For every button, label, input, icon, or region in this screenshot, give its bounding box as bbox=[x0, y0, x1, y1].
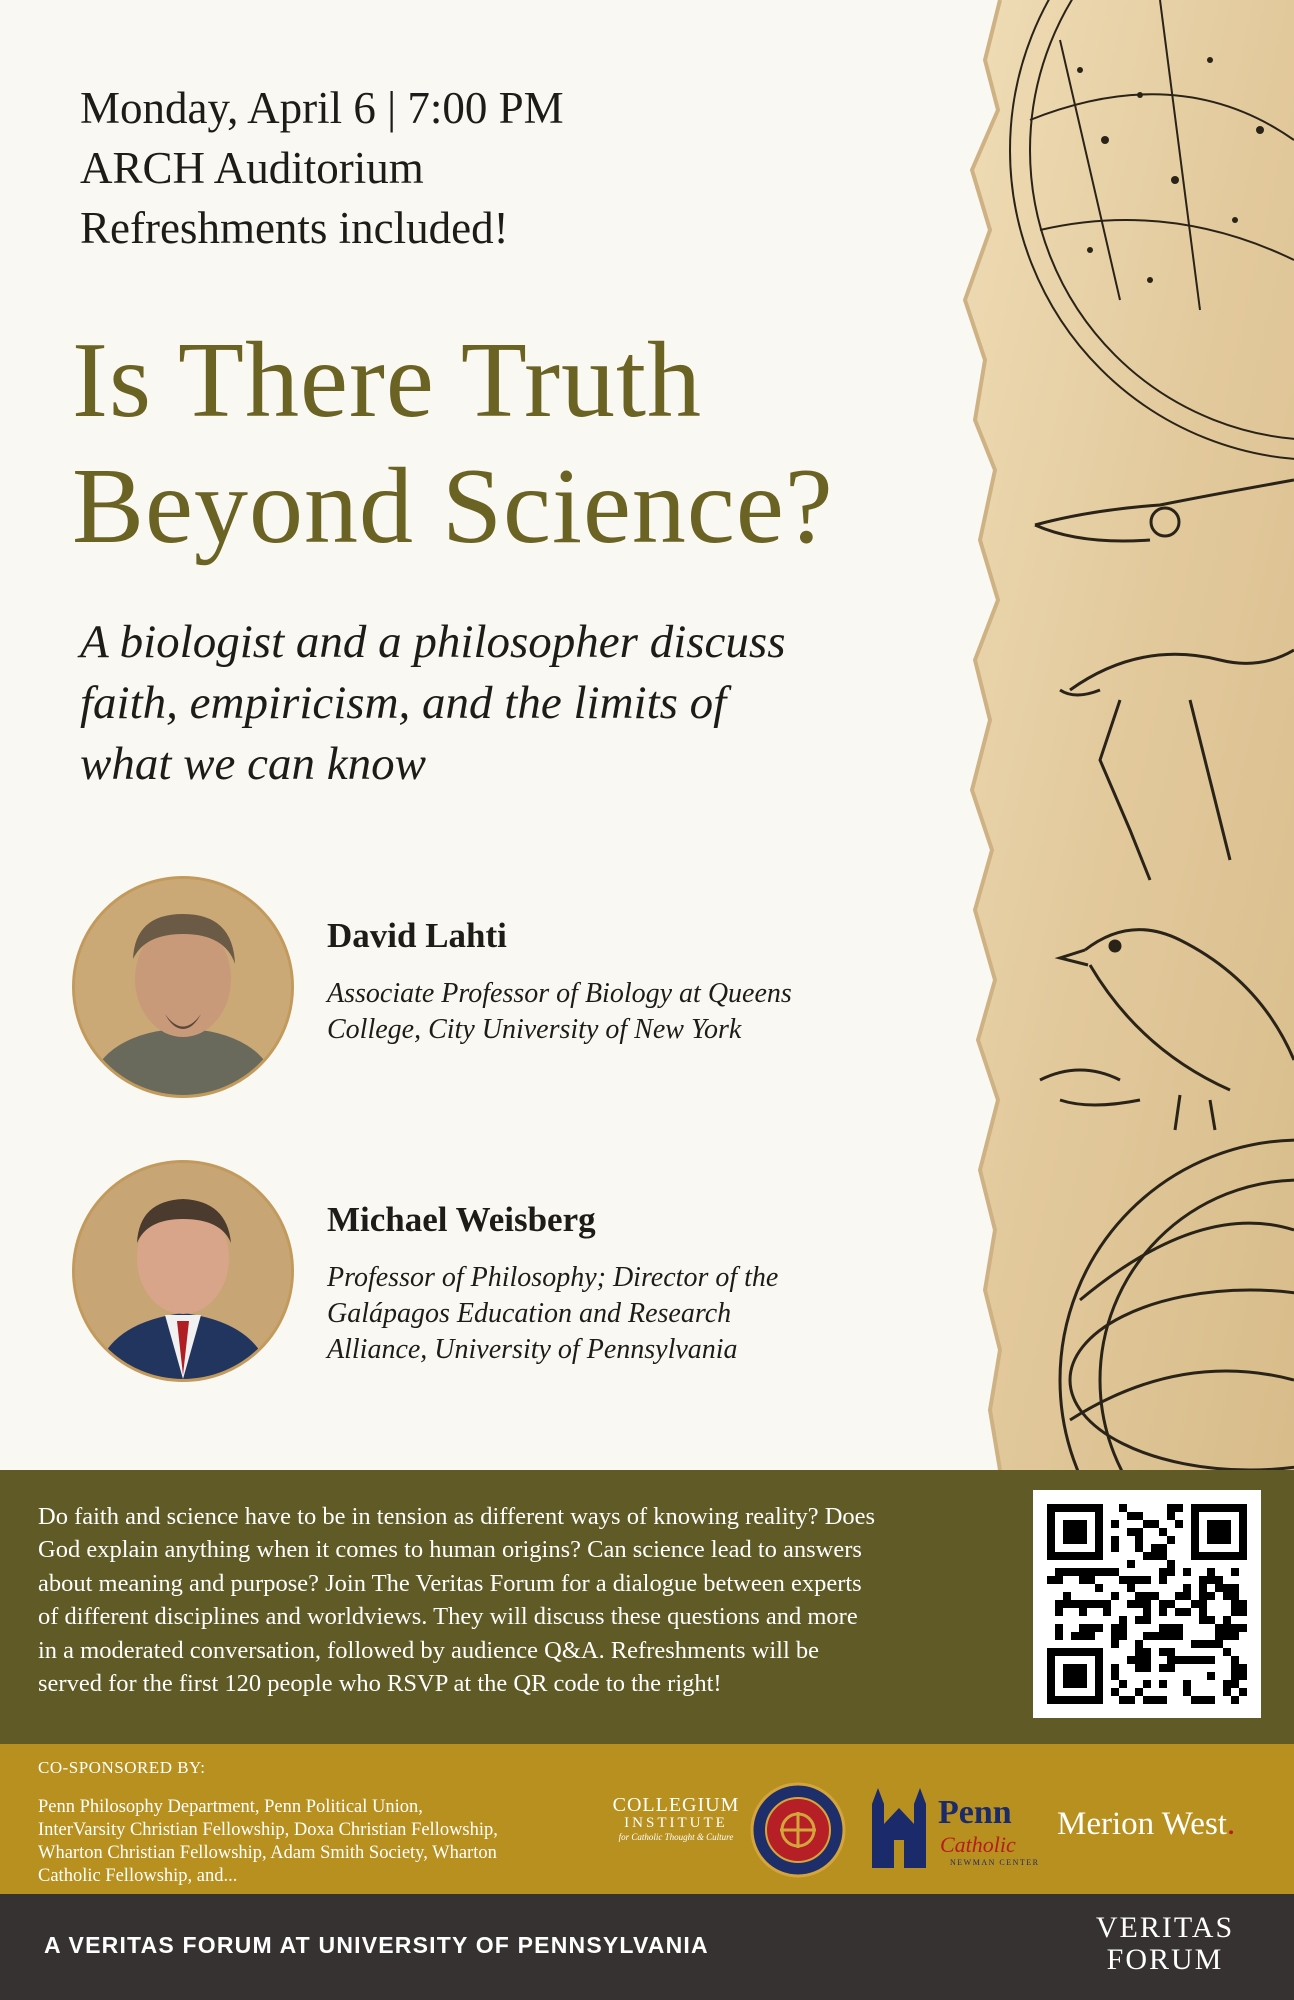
sponsor-line: Wharton Christian Fellowship, Adam Smith Society, Wharton bbox=[38, 1843, 497, 1863]
qr-module bbox=[1111, 1592, 1119, 1600]
event-refreshments: Refreshments included! bbox=[80, 203, 509, 253]
collegium-logo-line: COLLEGIUM bbox=[612, 1794, 740, 1816]
qr-module bbox=[1143, 1552, 1151, 1560]
sponsor-line: Penn Philosophy Department, Penn Political Union, bbox=[38, 1797, 423, 1817]
qr-module bbox=[1111, 1672, 1119, 1680]
qr-module bbox=[1087, 1576, 1095, 1584]
qr-module bbox=[1135, 1648, 1143, 1656]
qr-module bbox=[1143, 1664, 1151, 1672]
description-line: in a moderated conversation, followed by audience Q&A. Refreshments will be bbox=[38, 1636, 820, 1664]
qr-module bbox=[1143, 1680, 1151, 1688]
qr-module bbox=[1207, 1520, 1231, 1544]
qr-module bbox=[1167, 1560, 1175, 1568]
qr-module bbox=[1127, 1560, 1135, 1568]
speaker-role-line: Professor of Philosophy; Director of the bbox=[327, 1262, 779, 1293]
qr-module bbox=[1215, 1640, 1223, 1648]
qr-module bbox=[1159, 1648, 1167, 1656]
rsvp-qr-code[interactable] bbox=[1033, 1490, 1261, 1718]
qr-module bbox=[1183, 1592, 1191, 1600]
qr-module bbox=[1183, 1568, 1191, 1576]
qr-module bbox=[1191, 1600, 1199, 1608]
collegium-seal-icon bbox=[750, 1782, 846, 1878]
qr-module bbox=[1119, 1624, 1127, 1632]
qr-module bbox=[1223, 1688, 1231, 1696]
qr-module bbox=[1223, 1584, 1231, 1592]
qr-module bbox=[1191, 1656, 1199, 1664]
qr-module bbox=[1071, 1600, 1079, 1608]
subtitle-line-3: what we can know bbox=[80, 738, 426, 790]
qr-module bbox=[1175, 1520, 1183, 1528]
description-line: of different disciplines and worldviews. They will discuss these questions and more bbox=[38, 1603, 858, 1631]
speaker-role-line: Alliance, University of Pennsylvania bbox=[327, 1334, 738, 1365]
qr-module bbox=[1135, 1592, 1143, 1600]
qr-module bbox=[1207, 1696, 1215, 1704]
qr-module bbox=[1143, 1656, 1151, 1664]
qr-module bbox=[1119, 1696, 1127, 1704]
qr-module bbox=[1119, 1632, 1127, 1640]
qr-module bbox=[1199, 1576, 1207, 1584]
qr-module bbox=[1055, 1608, 1063, 1616]
qr-module bbox=[1111, 1688, 1119, 1696]
qr-module bbox=[1055, 1624, 1063, 1632]
qr-module bbox=[1087, 1600, 1095, 1608]
qr-module bbox=[1239, 1624, 1247, 1632]
qr-module bbox=[1175, 1592, 1183, 1600]
qr-module bbox=[1055, 1632, 1063, 1640]
qr-module bbox=[1143, 1592, 1151, 1600]
qr-module bbox=[1207, 1672, 1215, 1680]
qr-module bbox=[1167, 1624, 1175, 1632]
sponsor-band bbox=[0, 1744, 1294, 1894]
qr-module bbox=[1055, 1600, 1063, 1608]
qr-module bbox=[1135, 1600, 1143, 1608]
qr-module bbox=[1063, 1664, 1087, 1688]
cosponsor-heading: CO-SPONSORED BY: bbox=[38, 1758, 206, 1777]
event-location: ARCH Auditorium bbox=[80, 143, 424, 193]
speaker-name: Michael Weisberg bbox=[327, 1200, 596, 1239]
qr-module bbox=[1207, 1576, 1215, 1584]
qr-module bbox=[1103, 1568, 1111, 1576]
merion-west-logo bbox=[1057, 1806, 1235, 1843]
qr-module bbox=[1079, 1624, 1087, 1632]
collegium-logo-line: for Catholic Thought & Culture bbox=[618, 1832, 734, 1842]
subtitle-line-1: A biologist and a philosopher discuss bbox=[80, 616, 786, 668]
qr-module bbox=[1127, 1600, 1135, 1608]
qr-module bbox=[1167, 1648, 1175, 1656]
qr-module bbox=[1191, 1696, 1199, 1704]
qr-module bbox=[1159, 1680, 1167, 1688]
qr-module bbox=[1135, 1616, 1143, 1624]
qr-module bbox=[1167, 1600, 1175, 1608]
qr-module bbox=[1159, 1632, 1167, 1640]
merion-west-dot: . bbox=[1226, 1806, 1236, 1842]
qr-module bbox=[1159, 1608, 1167, 1616]
qr-module bbox=[1231, 1568, 1239, 1576]
footer bbox=[0, 1894, 1294, 2000]
qr-module bbox=[1199, 1600, 1207, 1608]
qr-module bbox=[1207, 1616, 1215, 1624]
qr-module bbox=[1215, 1624, 1223, 1632]
qr-module bbox=[1199, 1656, 1207, 1664]
qr-module bbox=[1159, 1544, 1167, 1552]
qr-module bbox=[1223, 1680, 1231, 1688]
qr-module bbox=[1207, 1568, 1215, 1576]
qr-module bbox=[1111, 1544, 1119, 1552]
qr-module bbox=[1111, 1520, 1119, 1528]
qr-module bbox=[1127, 1584, 1135, 1592]
qr-module bbox=[1135, 1576, 1143, 1584]
qr-module bbox=[1079, 1608, 1087, 1616]
qr-module bbox=[1151, 1544, 1159, 1552]
qr-module bbox=[1087, 1568, 1095, 1576]
qr-module bbox=[1063, 1520, 1087, 1544]
qr-module bbox=[1183, 1608, 1191, 1616]
qr-module bbox=[1239, 1672, 1247, 1680]
qr-module bbox=[1135, 1640, 1143, 1648]
qr-module bbox=[1239, 1688, 1247, 1696]
qr-module bbox=[1111, 1664, 1119, 1672]
event-description bbox=[38, 1500, 1028, 1700]
qr-module bbox=[1103, 1600, 1111, 1608]
qr-module bbox=[1135, 1528, 1143, 1536]
qr-module bbox=[1183, 1688, 1191, 1696]
speaker-photo bbox=[72, 1160, 294, 1382]
qr-module bbox=[1167, 1656, 1175, 1664]
collegium-logo-line: INSTITUTE bbox=[624, 1815, 728, 1831]
event-title bbox=[72, 318, 972, 570]
qr-module bbox=[1063, 1592, 1071, 1600]
qr-module bbox=[1143, 1520, 1151, 1528]
qr-module bbox=[1167, 1536, 1175, 1544]
qr-module bbox=[1199, 1584, 1207, 1592]
qr-module bbox=[1087, 1632, 1095, 1640]
qr-module bbox=[1095, 1568, 1103, 1576]
qr-module bbox=[1119, 1576, 1127, 1584]
qr-module bbox=[1231, 1672, 1239, 1680]
qr-module bbox=[1231, 1584, 1239, 1592]
qr-module bbox=[1159, 1528, 1167, 1536]
collegium-institute-logo bbox=[606, 1794, 746, 1842]
qr-module bbox=[1175, 1632, 1183, 1640]
qr-module bbox=[1199, 1616, 1207, 1624]
sponsor-list bbox=[38, 1796, 598, 1888]
qr-module bbox=[1079, 1600, 1087, 1608]
qr-module bbox=[1239, 1600, 1247, 1608]
qr-module bbox=[1223, 1632, 1231, 1640]
event-info bbox=[80, 78, 900, 258]
qr-module bbox=[1135, 1688, 1143, 1696]
qr-module bbox=[1079, 1576, 1087, 1584]
qr-module bbox=[1055, 1568, 1063, 1576]
qr-module bbox=[1239, 1664, 1247, 1672]
qr-module bbox=[1095, 1584, 1103, 1592]
qr-module bbox=[1135, 1512, 1143, 1520]
subtitle-line-2: faith, empiricism, and the limits of bbox=[80, 677, 727, 729]
qr-module bbox=[1143, 1576, 1151, 1584]
qr-module bbox=[1199, 1608, 1207, 1616]
qr-module bbox=[1167, 1504, 1175, 1512]
qr-module bbox=[1151, 1632, 1159, 1640]
speaker-role-line: Associate Professor of Biology at Queens bbox=[327, 978, 792, 1009]
qr-module bbox=[1151, 1696, 1159, 1704]
qr-module bbox=[1175, 1624, 1183, 1632]
qr-module bbox=[1191, 1640, 1199, 1648]
qr-module bbox=[1111, 1536, 1119, 1544]
qr-module bbox=[1143, 1696, 1151, 1704]
qr-module bbox=[1143, 1608, 1151, 1616]
qr-module bbox=[1175, 1656, 1183, 1664]
qr-module bbox=[1167, 1568, 1175, 1576]
title-line-1: Is There Truth bbox=[72, 321, 703, 440]
qr-module bbox=[1231, 1656, 1239, 1664]
newman-center-text: NEWMAN CENTER bbox=[950, 1858, 1040, 1867]
qr-module bbox=[1103, 1608, 1111, 1616]
event-subtitle bbox=[80, 612, 930, 795]
description-line: Do faith and science have to be in tension as different ways of knowing reality? Does bbox=[38, 1503, 876, 1530]
qr-module bbox=[1231, 1696, 1239, 1704]
qr-module bbox=[1095, 1624, 1103, 1632]
event-date-time: Monday, April 6 | 7:00 PM bbox=[80, 83, 564, 133]
qr-module bbox=[1135, 1656, 1143, 1664]
qr-module bbox=[1119, 1504, 1127, 1512]
qr-module bbox=[1223, 1624, 1231, 1632]
qr-module bbox=[1167, 1632, 1175, 1640]
qr-module bbox=[1111, 1632, 1119, 1640]
qr-module bbox=[1047, 1576, 1055, 1584]
qr-module bbox=[1095, 1600, 1103, 1608]
qr-module bbox=[1143, 1648, 1151, 1656]
qr-module bbox=[1183, 1656, 1191, 1664]
footer-text: A VERITAS FORUM AT UNIVERSITY OF PENNSYLVANIA bbox=[44, 1932, 709, 1958]
person-icon bbox=[75, 879, 291, 1095]
speaker-photo bbox=[72, 876, 294, 1098]
qr-module bbox=[1151, 1592, 1159, 1600]
speaker-role bbox=[327, 1260, 887, 1368]
description-line: God explain anything when it comes to human origins? Can science lead to answers bbox=[38, 1536, 862, 1564]
qr-module bbox=[1143, 1600, 1151, 1608]
qr-module bbox=[1175, 1504, 1183, 1512]
qr-module bbox=[1159, 1552, 1167, 1560]
veritas-logo-line: VERITAS bbox=[1095, 1911, 1235, 1944]
speaker-card bbox=[72, 876, 872, 1106]
qr-module bbox=[1175, 1608, 1183, 1616]
qr-module bbox=[1071, 1568, 1079, 1576]
qr-module bbox=[1223, 1648, 1231, 1656]
qr-module bbox=[1223, 1616, 1231, 1624]
qr-module bbox=[1079, 1632, 1087, 1640]
description-line: served for the first 120 people who RSVP at the QR code to the right! bbox=[38, 1670, 722, 1698]
qr-module bbox=[1127, 1696, 1135, 1704]
speaker-role bbox=[327, 976, 887, 1048]
person-icon bbox=[75, 1163, 291, 1379]
qr-module bbox=[1183, 1584, 1191, 1592]
description-line: about meaning and purpose? Join The Veritas Forum for a dialogue between experts bbox=[38, 1569, 862, 1597]
qr-module bbox=[1215, 1576, 1223, 1584]
qr-module bbox=[1111, 1624, 1119, 1632]
penn-catholic-logo-subtext: Catholic bbox=[940, 1832, 1016, 1857]
qr-module bbox=[1231, 1592, 1239, 1600]
qr-module bbox=[1207, 1640, 1215, 1648]
qr-module bbox=[1223, 1592, 1231, 1600]
qr-module bbox=[1167, 1664, 1175, 1672]
qr-module bbox=[1111, 1640, 1119, 1648]
qr-module bbox=[1231, 1624, 1239, 1632]
qr-module bbox=[1167, 1512, 1175, 1520]
sponsor-line: Catholic Fellowship, and... bbox=[38, 1866, 238, 1886]
speaker-name: David Lahti bbox=[327, 916, 507, 955]
qr-module bbox=[1143, 1616, 1151, 1624]
qr-module bbox=[1207, 1656, 1215, 1664]
qr-module bbox=[1127, 1528, 1135, 1536]
qr-module bbox=[1151, 1552, 1159, 1560]
qr-module bbox=[1111, 1568, 1119, 1576]
sponsor-line: InterVarsity Christian Fellowship, Doxa Christian Fellowship, bbox=[38, 1820, 498, 1840]
qr-module bbox=[1231, 1608, 1239, 1616]
qr-module bbox=[1239, 1608, 1247, 1616]
qr-module bbox=[1127, 1576, 1135, 1584]
qr-module bbox=[1183, 1680, 1191, 1688]
qr-module bbox=[1231, 1600, 1239, 1608]
speaker-card bbox=[72, 1160, 872, 1390]
qr-module bbox=[1159, 1664, 1167, 1672]
qr-module bbox=[1087, 1624, 1095, 1632]
qr-module bbox=[1151, 1520, 1159, 1528]
qr-module bbox=[1135, 1544, 1143, 1552]
qr-module bbox=[1063, 1568, 1071, 1576]
title-line-2: Beyond Science? bbox=[72, 447, 834, 566]
qr-module bbox=[1127, 1512, 1135, 1520]
qr-module bbox=[1119, 1680, 1127, 1688]
veritas-forum-logo bbox=[1070, 1912, 1260, 1976]
qr-module bbox=[1199, 1592, 1207, 1600]
qr-module bbox=[1199, 1640, 1207, 1648]
qr-module bbox=[1207, 1592, 1215, 1600]
merion-west-text: Merion West bbox=[1057, 1806, 1227, 1842]
penn-catholic-logo-text: Penn bbox=[938, 1794, 1012, 1831]
qr-module bbox=[1119, 1616, 1127, 1624]
qr-module bbox=[1231, 1632, 1239, 1640]
qr-module bbox=[1071, 1632, 1079, 1640]
qr-module bbox=[1159, 1624, 1167, 1632]
speaker-role-line: College, City University of New York bbox=[327, 1014, 742, 1045]
qr-module bbox=[1143, 1632, 1151, 1640]
qr-module bbox=[1135, 1664, 1143, 1672]
qr-module bbox=[1063, 1600, 1071, 1608]
qr-module bbox=[1055, 1576, 1063, 1584]
description-band bbox=[0, 1470, 1294, 1744]
qr-module bbox=[1159, 1696, 1167, 1704]
qr-module bbox=[1159, 1576, 1167, 1584]
qr-module bbox=[1127, 1656, 1135, 1664]
qr-module bbox=[1231, 1664, 1239, 1672]
qr-module bbox=[1215, 1584, 1223, 1592]
qr-module bbox=[1079, 1568, 1087, 1576]
qr-module bbox=[1159, 1600, 1167, 1608]
qr-module bbox=[1199, 1696, 1207, 1704]
qr-module bbox=[1159, 1568, 1167, 1576]
qr-module bbox=[1231, 1680, 1239, 1688]
speaker-role-line: Galápagos Education and Research bbox=[327, 1298, 732, 1329]
veritas-logo-line: FORUM bbox=[1106, 1943, 1224, 1976]
qr-module bbox=[1215, 1632, 1223, 1640]
qr-module bbox=[1135, 1536, 1143, 1544]
